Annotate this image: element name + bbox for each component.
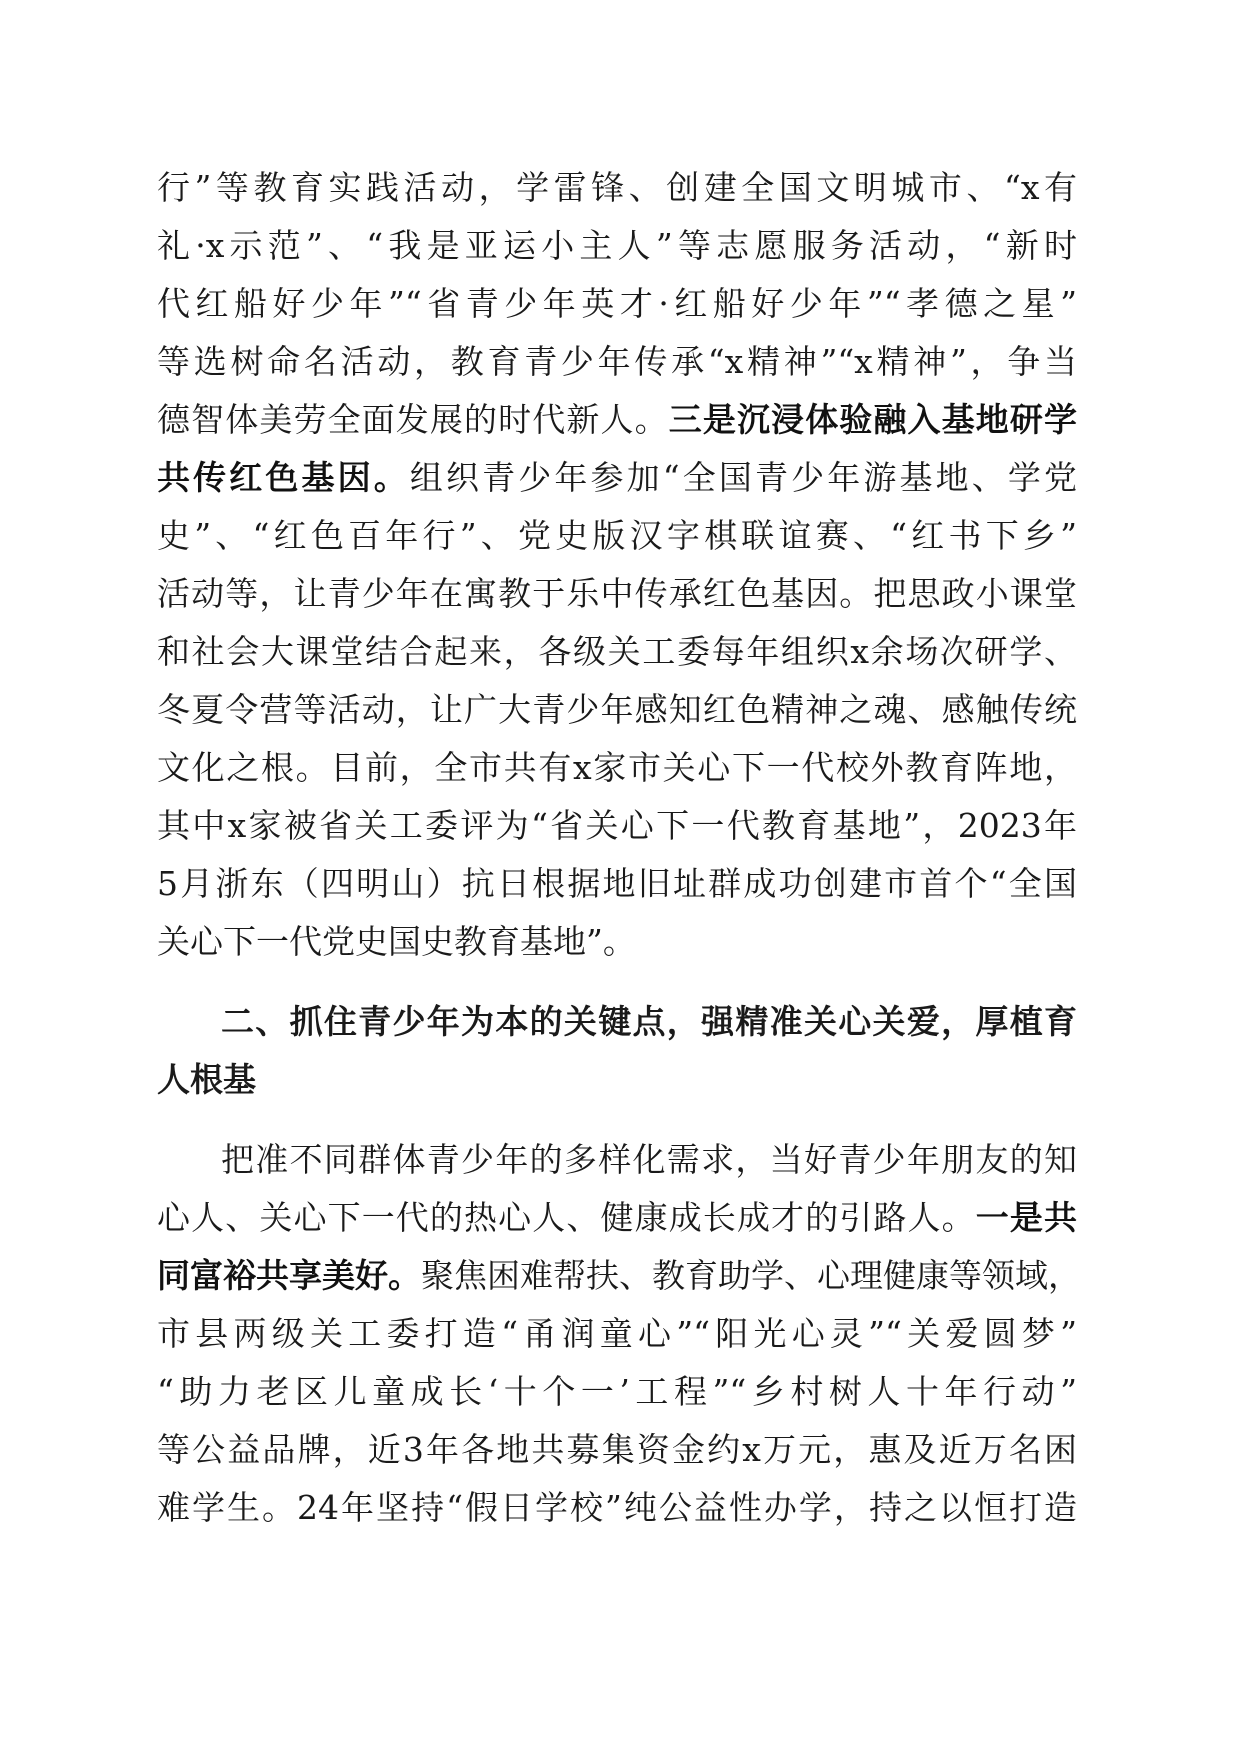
text-span: 心人、关心下一代的热心人、健康成长成才的引路人。	[157, 1198, 976, 1237]
text-line: 史”、“红色百年行”、党史版汉字棋联谊赛、“红书下乡”	[157, 516, 1077, 555]
bold-lead-phrase: 共传红色基因。	[157, 458, 410, 497]
text-line: 礼·x示范”、“我是亚运小主人”等志愿服务活动，“新时	[157, 226, 1077, 265]
text-line	[157, 1196, 1077, 1240]
text-line: 行”等教育实践活动，学雷锋、创建全国文明城市、“x有	[157, 168, 1077, 207]
text-span: 聚焦困难帮扶、教育助学、心理健康等领域，	[421, 1256, 1081, 1295]
text-span: 组织青少年参加“全国青少年游基地、学党	[409, 458, 1077, 497]
text-line	[157, 1254, 1081, 1298]
text-line: 其中x家被省关工委评为“省关心下一代教育基地”，2023年	[157, 806, 1077, 845]
bold-lead-phrase: 同富裕共享美好。	[157, 1256, 421, 1295]
text-line: “助力老区儿童成长‘十个一’工程”“乡村树人十年行动”	[157, 1372, 1077, 1411]
text-line: 5月浙东（四明山）抗日根据地旧址群成功创建市首个“全国	[157, 864, 1077, 903]
section-heading: 二、抓住青少年为本的关键点，强精准关心关爱，厚植育	[221, 1002, 1077, 1041]
text-line	[157, 456, 1077, 500]
text-line: 等公益品牌，近3年各地共募集资金约x万元，惠及近万名困	[157, 1430, 1077, 1469]
text-span: 德智体美劳全面发展的时代新人。	[157, 400, 669, 439]
text-line: 代红船好少年”“省青少年英才·红船好少年”“孝德之星”	[157, 284, 1077, 323]
bold-lead-phrase: 三是沉浸体验融入基地研学	[668, 400, 1078, 439]
text-line: 把准不同群体青少年的多样化需求，当好青少年朋友的知	[221, 1140, 1077, 1179]
text-line: 活动等，让青少年在寓教于乐中传承红色基因。把思政小课堂	[157, 574, 1077, 613]
section-heading-cont: 人根基	[157, 1060, 256, 1099]
text-line: 冬夏令营等活动，让广大青少年感知红色精神之魂、感触传统	[157, 690, 1077, 729]
text-line: 等选树命名活动，教育青少年传承“x精神”“x精神”，争当	[157, 342, 1077, 381]
text-line: 和社会大课堂结合起来，各级关工委每年组织x余场次研学、	[157, 632, 1077, 671]
bold-lead-phrase: 一是共	[975, 1198, 1078, 1237]
text-line	[157, 398, 1077, 442]
text-line: 文化之根。目前，全市共有x家市关心下一代校外教育阵地，	[157, 748, 1077, 787]
text-line: 关心下一代党史国史教育基地”。	[157, 922, 636, 961]
text-line: 难学生。24年坚持“假日学校”纯公益性办学，持之以恒打造	[157, 1488, 1077, 1527]
text-line: 市县两级关工委打造“甬润童心”“阳光心灵”“关爱圆梦”	[157, 1314, 1077, 1353]
